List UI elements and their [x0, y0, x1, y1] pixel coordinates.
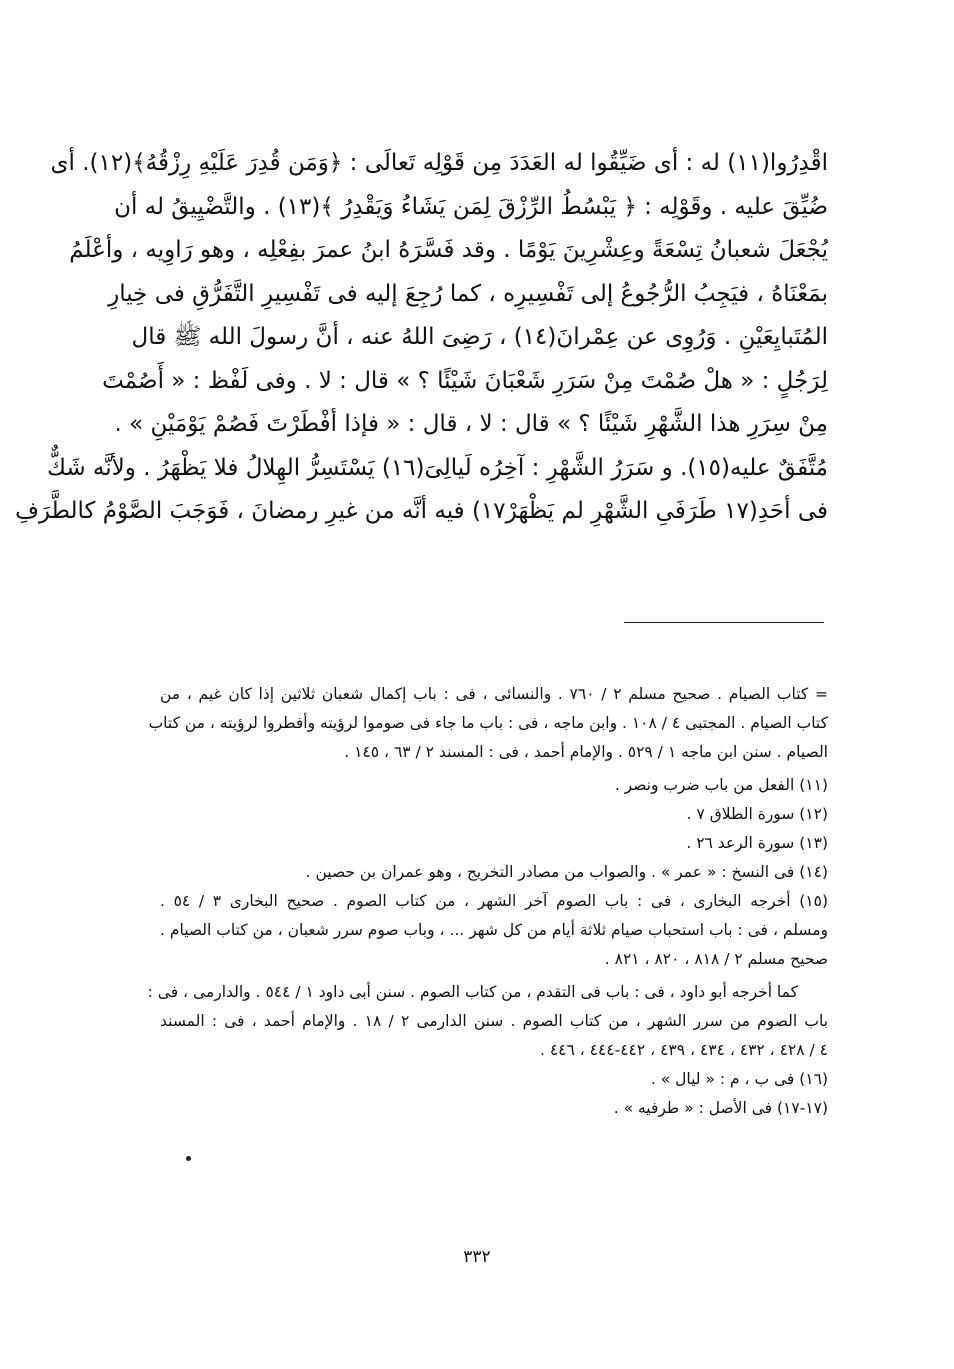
footnote-line: صحيح مسلم ٢ / ٨١٨ ، ٨٢٠ ، ٨٢١ . [604, 950, 828, 968]
main-text-line: بمَعْنَاهُ ، فيَجِبُ الرُّجُوعُ إلى تَفْسِيرِه ، كما رُجِعَ إليه فى تَفْسِيرِ التَّفَرُّقِ فى خِيارِ [108, 280, 828, 307]
footnote-line: = كتاب الصيام . صحيح مسلم ٢ / ٧٦٠ . والنسائى ، فى : باب إكمال شعبان ثلاثين إذا كان غيم ، من [160, 685, 828, 703]
footnote-line: ومسلم ، فى : باب استحباب صيام ثلاثة أيام من كل شهر ... ، وباب صوم سرر شعبان ، من كتاب الصيام . [160, 921, 828, 939]
footnote-13: (١٣) سورة الرعد ٢٦ . [686, 834, 828, 852]
footnote-16: (١٦) فى ب ، م : « ليال » . [650, 1070, 828, 1088]
main-text-line: مِنْ سِرَرِ هذا الشَّهْرِ شَيْئًا ؟ » قال : لا ، قال : « فإذا أفْطَرْتَ فَصُمْ يَوْمَيْنِ » . [114, 411, 828, 437]
main-text-line: فى أحَدِ(١٧ طَرَفَىِ الشَّهْرِ لم يَظْهَرْ١٧) فيه أنَّه من غيرِ رمضانَ ، فَوَجَبَ الصَّوْمُ كالطَّرَفِ [15, 498, 828, 524]
footnote-line: باب الصوم من سرر الشهر ، من كتاب الصوم . سنن الدارمى ٢ / ١٨ . والإمام أحمد ، فى : المسند [160, 1012, 829, 1030]
footnote-line: كتاب الصيام . المجتبى ٤ / ١٠٨ . وابن ماجه ، فى : باب ما جاء فى صوموا لرؤيته وأفطروا لرؤيته ، من كتاب [148, 714, 828, 732]
footnotes-block [147, 680, 829, 1123]
footnote-line: الصيام . سنن ابن ماجه ١ / ٥٢٩ . والإمام أحمد ، فى : المسند ٢ / ٦٣ ، ١٤٥ . [344, 743, 828, 761]
footnote-12: (١٢) سورة الطلاق ٧ . [686, 805, 828, 823]
main-text-line: اقْدِرُوا(١١) له : أى ضَيِّقُوا له العَدَدَ مِن قَوْلِه تَعالَى : ﴿وَمَن قُدِرَ عَلَيْهِ رِزْقُهُ﴾(١٢). أى [50, 150, 828, 176]
footnote-line: كما أخرجه أبو داود ، فى : باب فى التقدم ، من كتاب الصوم . سنن أبى داود ١ / ٥٤٤ . والدارمى ، فى : [147, 983, 798, 1001]
main-text-line: مُتَّفَقٌ عليه(١٥). و سَرَرُ الشَّهْرِ : آخِرُه لَيالِىَ(١٦) يَسْتَسِرُّ الهِلالُ فلا يَظْهَرُ . ولأنَّه شَكٌّ [46, 454, 828, 481]
footnote-15: (١٥) أخرجه البخارى ، فى : باب الصوم آخر الشهر ، من كتاب الصوم . صحيح البخارى ٣ / ٥٤ . [160, 892, 828, 910]
footnote-11: (١١) الفعل من باب ضرب ونصر . [614, 776, 828, 794]
page-number: ٣٣٢ [463, 1247, 491, 1267]
main-text-line: لِرَجُلٍ : « هلْ صُمْتَ مِنْ سَرَرِ شَعْبَانَ شَيْئًا ؟ » قال : لا . وفى لَفْظ : « أَصُمْتَ [102, 367, 828, 394]
footnote-separator-rule [624, 622, 824, 623]
main-text-line: المُتَبايِعَيْنِ . وَرُوِى عن عِمْرانَ(١٤) ، رَضِىَ اللهُ عنه ، أنَّ رسولَ الله ﷺ قال [131, 324, 828, 350]
footnote-14: (١٤) فى النسخ : « عمر » . والصواب من مصادر التخريج ، وهو عمران بن حصين . [305, 863, 828, 881]
main-text-line: يُجْعَلَ شعبانُ تِسْعَةً وعِشْرِينَ يَوْمًا . وقد فَسَّرَهُ ابنُ عمرَ بفِعْلِه ، وهو رَاوِيه ، وأعْلَمُ [69, 237, 828, 263]
footnote-17: (١٧-١٧) فى الأصل : « طرفيه » . [613, 1099, 828, 1117]
footnote-line: ٤ / ٤٢٨ ، ٤٣٢ ، ٤٣٤ ، ٤٣٩ ، ٤٤٢-٤٤٤ ، ٤٤٦ . [539, 1041, 828, 1059]
main-text-line: ضُيِّقَ عليه . وقَوْلِه : ﴿ يَبْسُطُ الرِّزْقَ لِمَن يَشَاءُ وَيَقْدِرُ ﴾(١٣) . والتَّضْيِيقُ له أن [114, 193, 828, 220]
main-text-block [15, 142, 828, 534]
scan-speck [186, 1156, 191, 1161]
